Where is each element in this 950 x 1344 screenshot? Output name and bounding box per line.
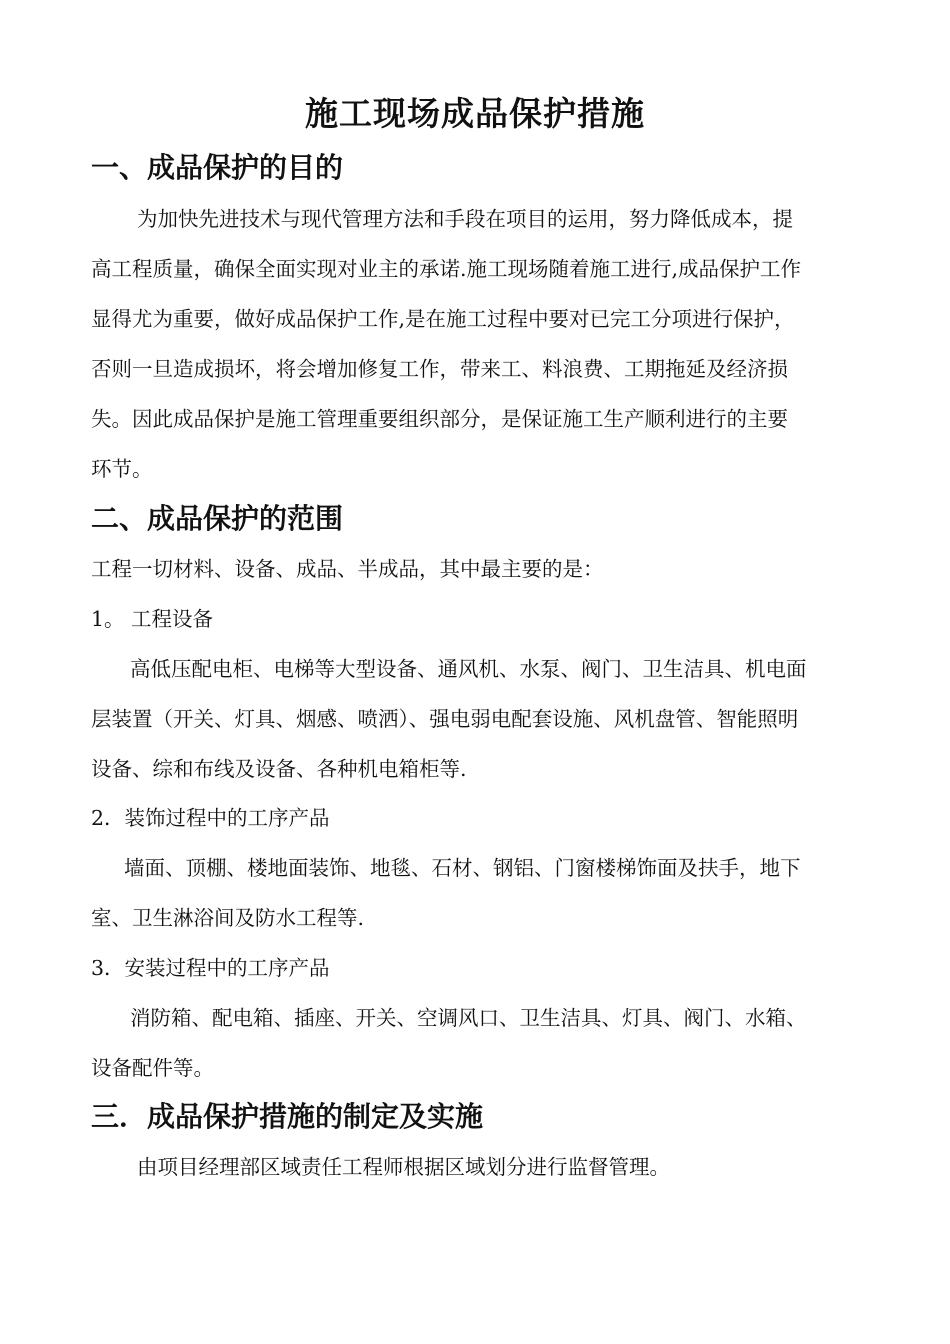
section-2-heading: 二、成品保护的范围 <box>91 502 344 535</box>
item-2-line: 墙面、顶棚、楼地面装饰、地毯、石材、钢铝、门窗楼梯饰面及扶手，地下 <box>124 856 801 880</box>
section-1-heading: 一、成品保护的目的 <box>91 151 344 184</box>
section-1-paragraph-line: 失。因此成品保护是施工管理重要组织部分，是保证施工生产顺利进行的主要 <box>91 407 788 431</box>
section-3-heading: 三．成品保护措施的制定及实施 <box>91 1100 484 1133</box>
item-2-line: 室、卫生淋浴间及防水工程等. <box>91 906 365 930</box>
page-title: 施工现场成品保护措施 <box>305 94 645 133</box>
item-3-line: 消防箱、配电箱、插座、开关、空调风口、卫生洁具、灯具、阀门、水箱、 <box>130 1006 807 1030</box>
section-1-paragraph-line: 否则一旦造成损坏，将会增加修复工作，带来工、料浪费、工期拖延及经济损 <box>91 357 788 381</box>
section-3-paragraph-line: 由项目经理部区域责任工程师根据区域划分进行监督管理。 <box>137 1155 670 1179</box>
item-1-line: 设备、综和布线及设备、各种机电箱柜等. <box>91 757 467 781</box>
item-3-line: 设备配件等。 <box>91 1056 214 1080</box>
item-1-line: 层装置（开关、灯具、烟感、喷洒）、强电弱电配套设施、风机盘管、智能照明 <box>91 707 799 731</box>
item-1-line: 高低压配电柜、电梯等大型设备、通风机、水泵、阀门、卫生洁具、机电面 <box>130 657 807 681</box>
section-1-paragraph-line: 为加快先进技术与现代管理方法和手段在项目的运用，努力降低成本，提 <box>137 207 793 231</box>
section-1-paragraph-line: 高工程质量，确保全面实现对业主的承诺.施工现场随着施工进行,成品保护工作 <box>91 257 802 281</box>
section-2-intro: 工程一切材料、设备、成品、半成品，其中最主要的是： <box>91 557 604 581</box>
item-2-label: 2．装饰过程中的工序产品 <box>91 806 330 830</box>
item-1-label: 1。 工程设备 <box>91 607 214 631</box>
section-1-paragraph-line: 显得尤为重要，做好成品保护工作,是在施工过程中要对已完工分项进行保护， <box>91 307 795 331</box>
item-3-label: 3．安装过程中的工序产品 <box>91 956 330 980</box>
section-1-paragraph-line: 环节。 <box>91 457 153 481</box>
